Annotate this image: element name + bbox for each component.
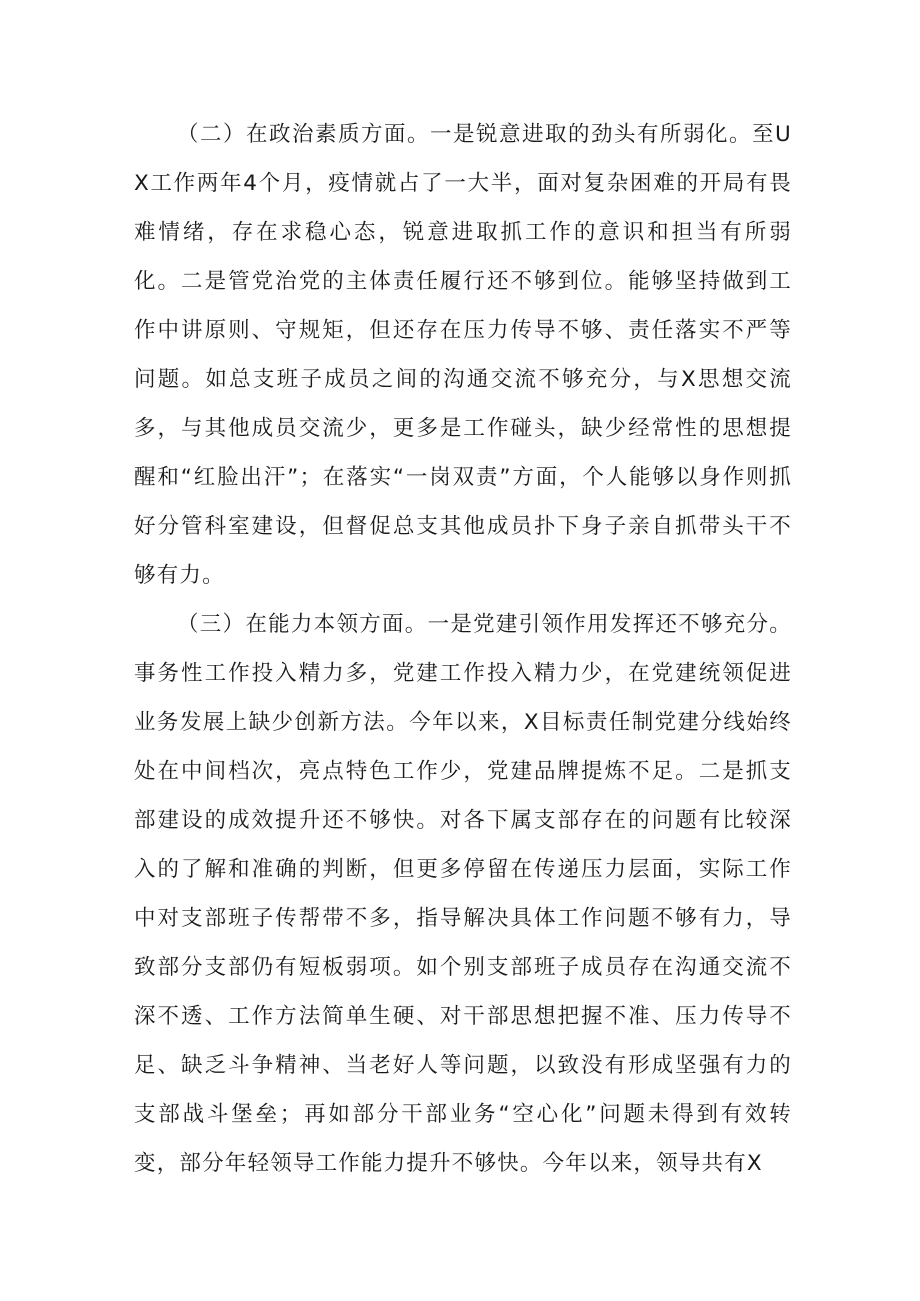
document-body (134, 110, 792, 1188)
paragraph-capability: （三）在能力本领方面。一是党建引领作用发挥还不够充分。事务性工作投入精力多，党建工作投入精力少，在党建统领促进业务发展上缺少创新方法。今年以来，X目标责任制党建分线始终处在中间档次，亮点特色工作少，党建品牌提炼不足。二是抓支部建设的成效提升还不够快。对各下属支部存在的问题有比较深入的了解和准确的判断，但更多停留在传递压力层面，实际工作中对支部班子传帮带不多，指导解决具体工作问题不够有力，导致部分支部仍有短板弱项。如个别支部班子成员存在沟通交流不深不透、工作方法简单生硬、对干部思想把握不准、压力传导不足、缺乏斗争精神、当老好人等问题，以致没有形成坚强有力的支部战斗堡垒；再如部分干部业务“空心化”问题未得到有效转变，部分年轻领导工作能力提升不够快。今年以来，领导共有X (134, 612, 792, 1176)
paragraph-political-quality: （二）在政治素质方面。一是锐意进取的劲头有所弱化。至UX工作两年4个月，疫情就占了一大半，面对复杂困难的开局有畏难情绪，存在求稳心态，锐意进取抓工作的意识和担当有所弱化。二是管党治党的主体责任履行还不够到位。能够坚持做到工作中讲原则、守规矩，但还存在压力传导不够、责任落实不严等问题。如总支班子成员之间的沟通交流不够充分，与X思想交流多，与其他成员交流少，更多是工作碰头，缺少经常性的思想提醒和“红脸出汗”；在落实“一岗双责”方面，个人能够以身作则抓好分管科室建设，但督促总支其他成员扑下身子亲自抓带头干不够有力。 (134, 122, 792, 588)
